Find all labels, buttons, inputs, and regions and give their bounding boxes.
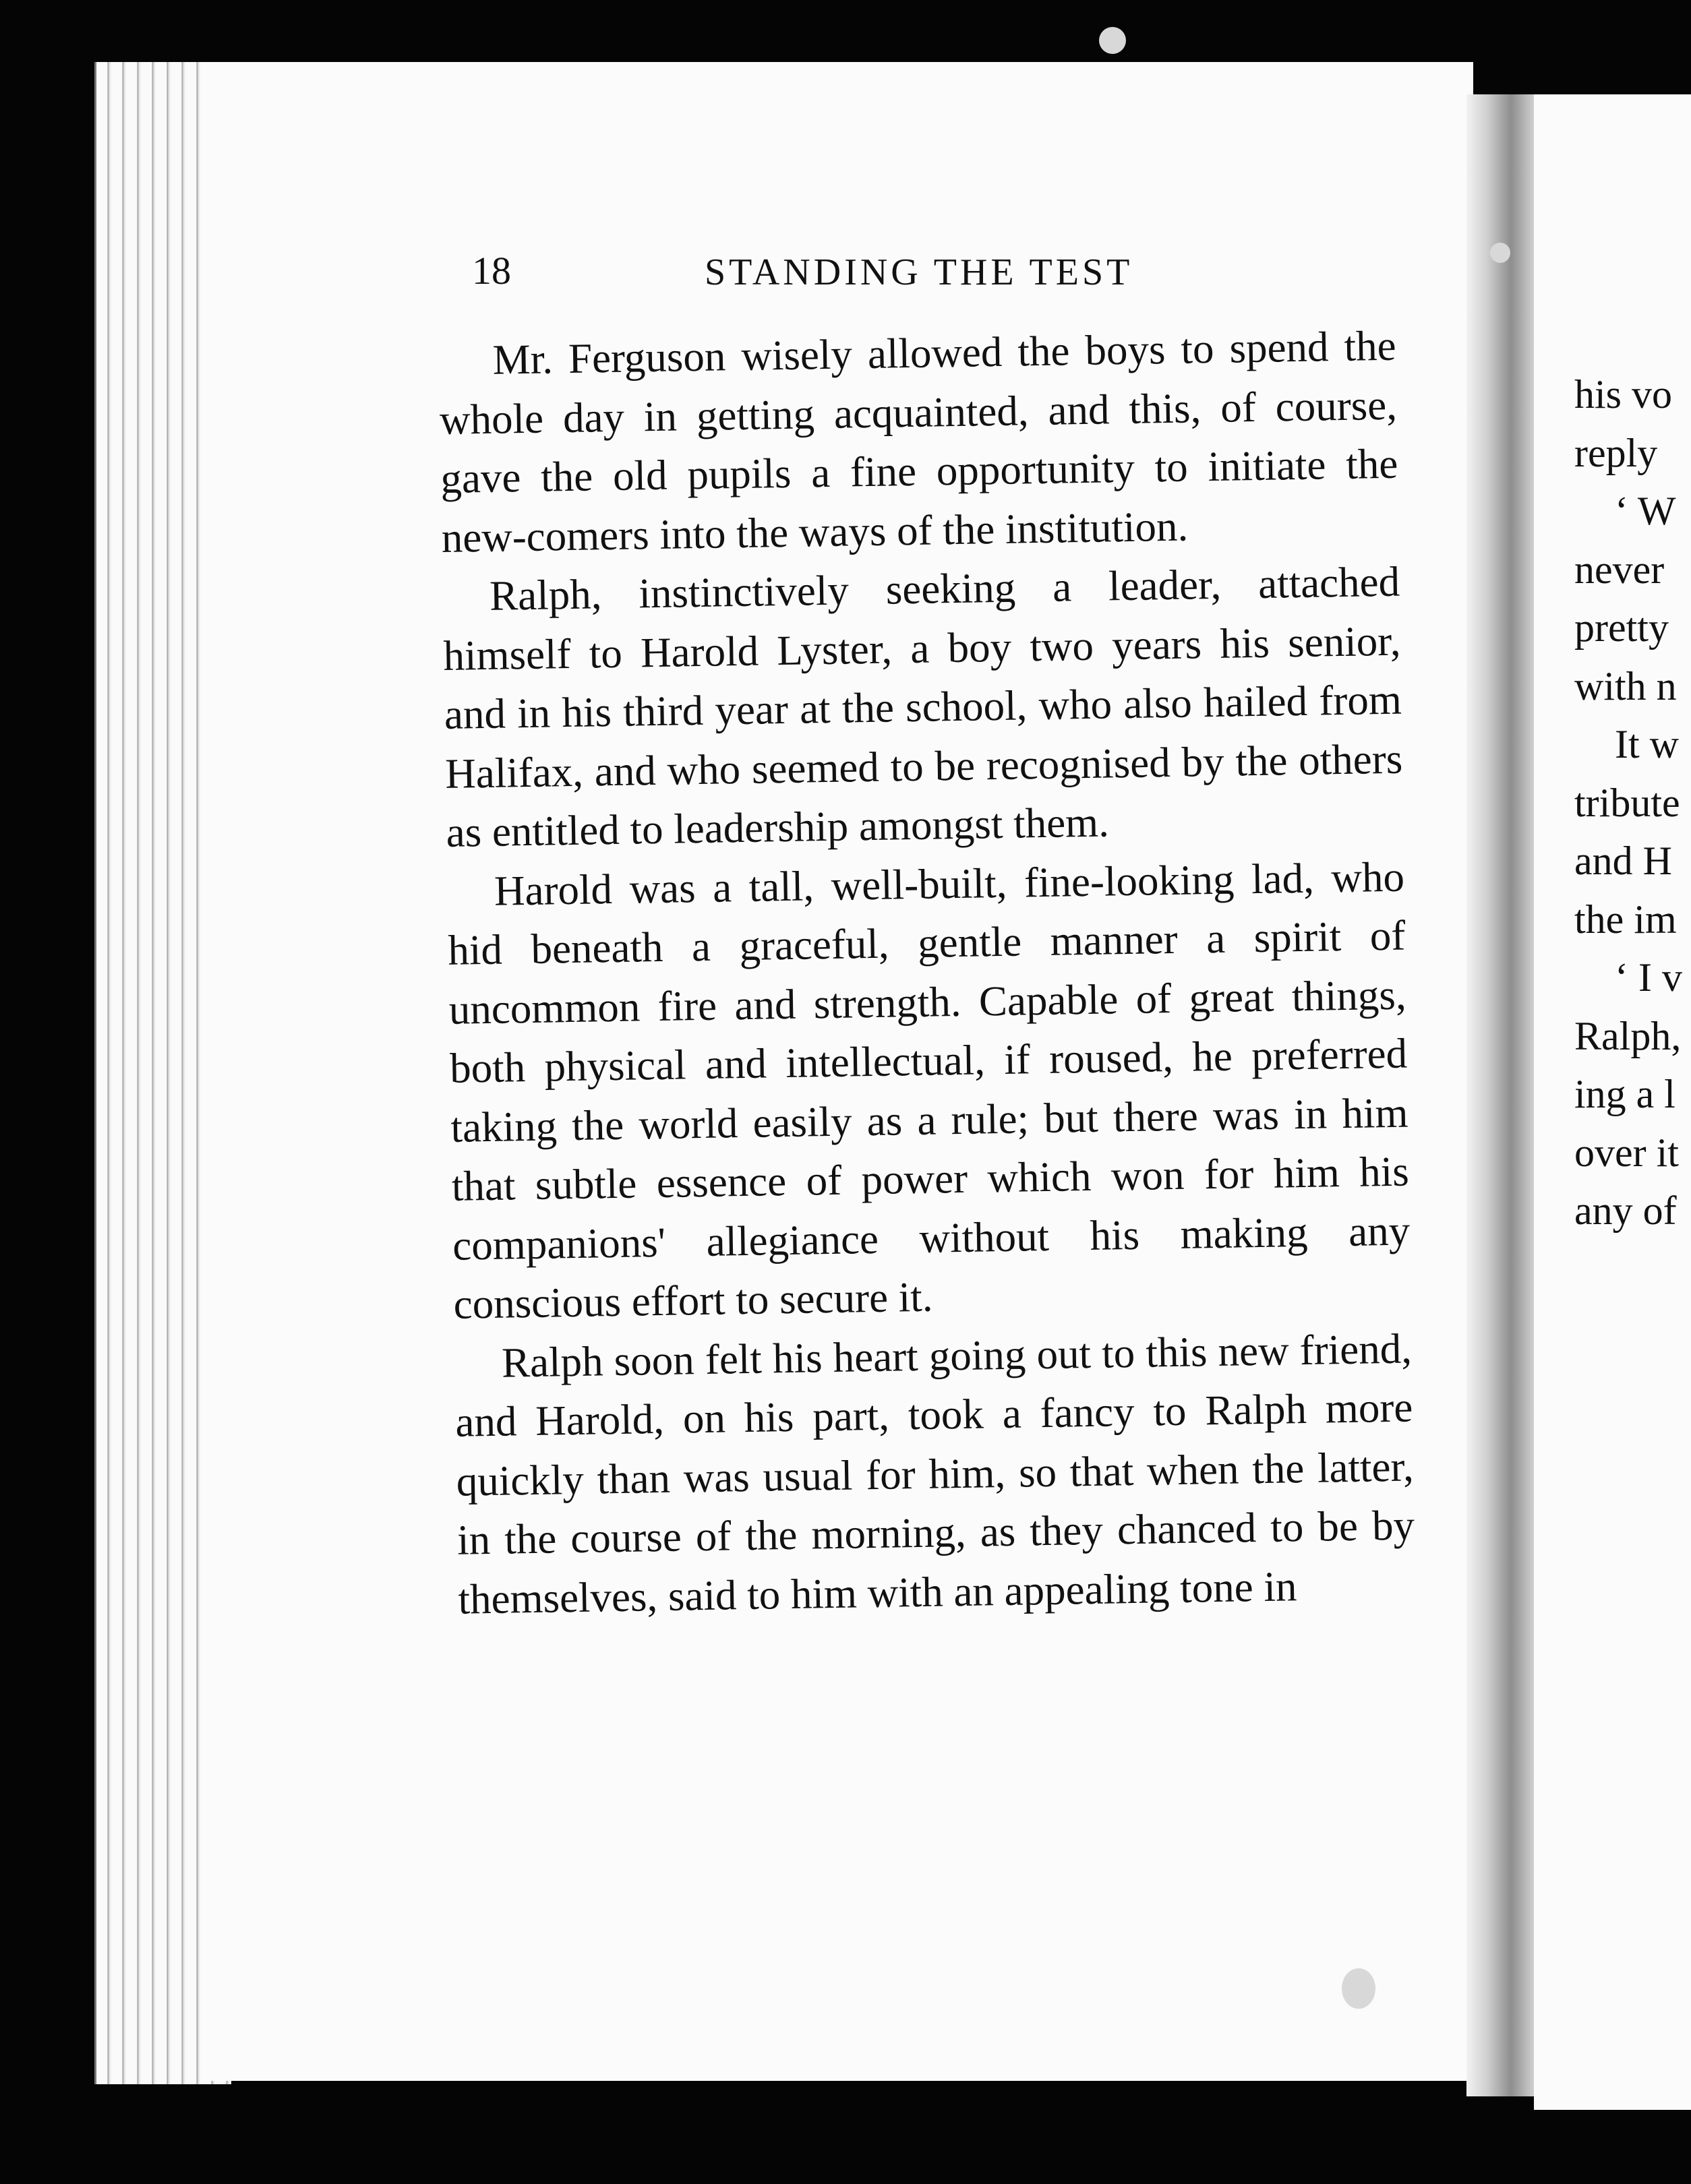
facing-line: never (1574, 547, 1665, 592)
page-body (438, 317, 1416, 1629)
facing-page-text (1574, 365, 1691, 1240)
running-title: STANDING THE TEST (705, 251, 1133, 293)
facing-line: reply (1574, 430, 1658, 475)
paragraph-2: Ralph, instinctively seeking a leader, attached himself to Harold Lyster, a boy two years his senior, and in his third year at the school, who also hailed from Halifax, and who seemed to be recognised by the others as entitled to leadership amongst them. (442, 557, 1403, 856)
facing-line: and H (1574, 839, 1672, 883)
facing-line: any of (1574, 1188, 1677, 1233)
facing-line: the im (1574, 897, 1677, 942)
facing-line: with n (1574, 663, 1677, 708)
facing-line: ‘ I v (1615, 955, 1682, 1000)
scan-speck (1099, 27, 1126, 54)
facing-line: tribute (1574, 780, 1680, 825)
facing-line: his vo (1574, 372, 1673, 417)
right-page (1534, 94, 1691, 2110)
facing-line: over it (1574, 1130, 1679, 1175)
paragraph-1: Mr. Ferguson wisely allowed the boys to spend the whole day in getting acquainted, and this, of course, gave the old pupils a fine opportunity to initiate the new-comers into the ways of the institution. (439, 322, 1398, 562)
scan-speck (1490, 243, 1510, 263)
paragraph-4: Ralph soon felt his heart going out to this new friend, and Harold, on his part, took a fancy to Ralph more quickly than was usual for him, so that when the latter, in the course of the morning, as they chanced to be by themselves, said to him with an appealing tone in (454, 1325, 1415, 1623)
facing-line: ‘ W (1615, 489, 1676, 533)
facing-line: It w (1615, 722, 1679, 766)
facing-line: ing a l (1574, 1072, 1675, 1116)
facing-line: Ralph, (1574, 1013, 1682, 1058)
page-number: 18 (472, 249, 511, 293)
running-head (472, 248, 1389, 302)
paragraph-3: Harold was a tall, well-built, fine-looking lad, who hid beneath a graceful, gentle manner a spirit of uncommon fire and strength. Capable of great things, both physical and intellectual, if roused, he preferred taking the world easily as a rule; but there was in him that subtle essence of power which won for him his companions' allegiance without his making any conscious effort to secure it. (447, 853, 1411, 1328)
facing-line: pretty (1574, 605, 1669, 650)
scan-speck (1342, 1968, 1375, 2009)
